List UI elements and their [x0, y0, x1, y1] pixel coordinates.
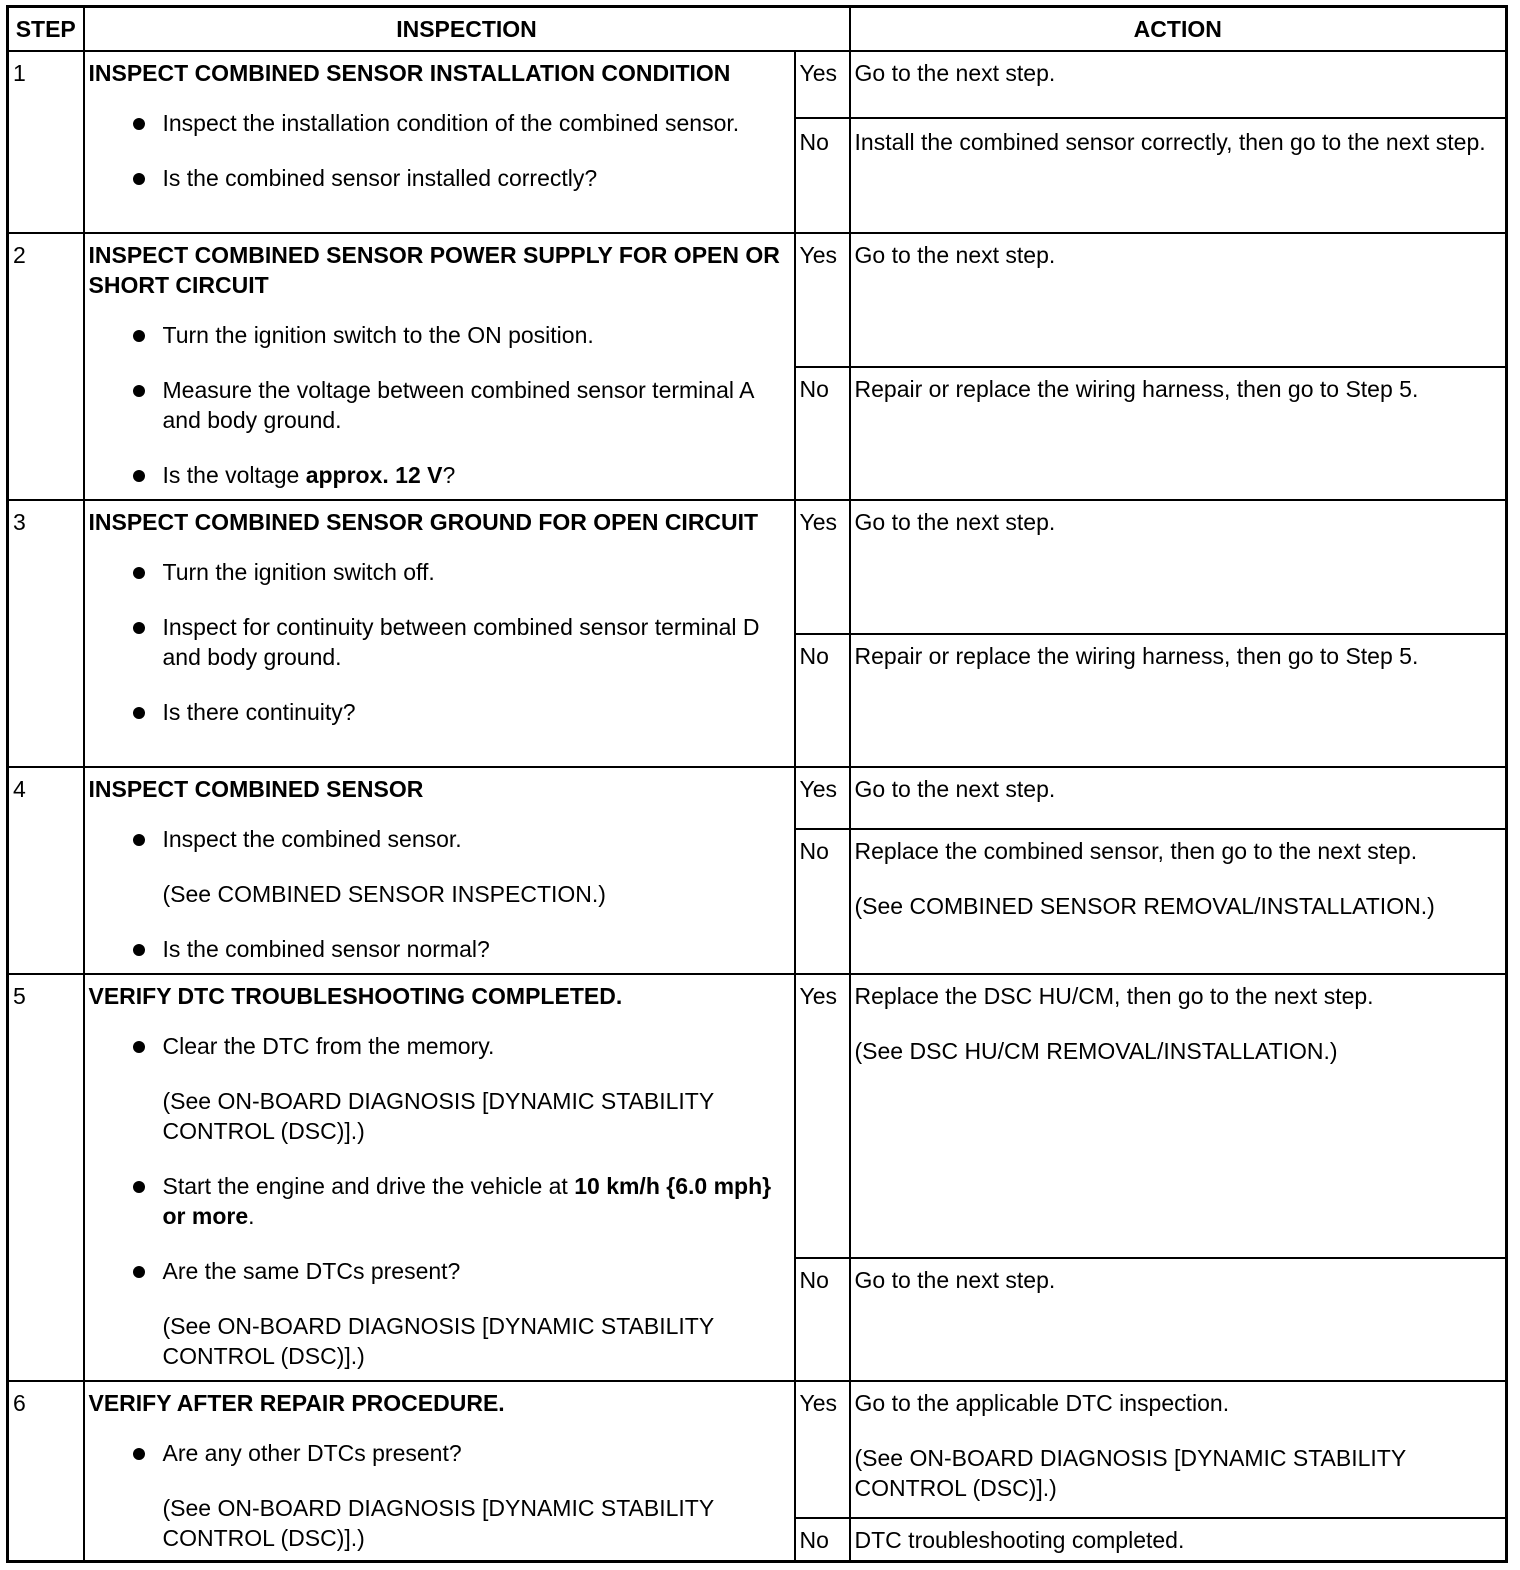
header-row — [8, 7, 1507, 52]
bullet-icon — [133, 470, 145, 482]
yes-label: Yes — [795, 1381, 850, 1518]
no-label: No — [795, 1518, 850, 1561]
yes-label: Yes — [795, 974, 850, 1258]
no-action: Replace the combined sensor, then go to the next step. — [854, 838, 1418, 864]
bullet-icon — [133, 707, 145, 719]
bullet-item: Inspect the combined sensor. — [89, 824, 790, 854]
no-action-cell — [850, 829, 1507, 974]
step-number: 3 — [8, 500, 84, 767]
bullet-item: Turn the ignition switch to the ON position. — [89, 320, 790, 350]
header-inspection: INSPECTION — [84, 7, 850, 52]
step-number: 6 — [8, 1381, 84, 1561]
step-5-yes-row — [8, 974, 1507, 1258]
bullet-icon — [133, 834, 145, 846]
step-title: INSPECT COMBINED SENSOR INSTALLATION CONDITION — [88, 60, 731, 86]
reference-text: (See ON-BOARD DIAGNOSIS [DYNAMIC STABILITY CONTROL (DSC)].) — [162, 1313, 714, 1369]
inspection-cell — [84, 767, 795, 974]
inspection-cell — [84, 974, 795, 1381]
bullet-item: Measure the voltage between combined sensor terminal A and body ground. — [89, 375, 790, 435]
bullet-item: Is the combined sensor normal? — [89, 934, 790, 964]
no-action: Repair or replace the wiring harness, then go to Step 5. — [850, 634, 1507, 767]
no-action: Go to the next step. — [850, 1258, 1507, 1381]
yes-action: Go to the next step. — [850, 233, 1507, 367]
bullet-item: Are the same DTCs present? — [89, 1256, 790, 1286]
no-label: No — [795, 829, 850, 974]
step-number: 4 — [8, 767, 84, 974]
step-4-yes-row — [8, 767, 1507, 829]
bullet-icon — [133, 1266, 145, 1278]
bullet-item: Start the engine and drive the vehicle at 10 km/h {6.0 mph} or more. — [89, 1171, 790, 1231]
diagnostic-table — [6, 5, 1508, 1563]
bullet-icon — [133, 173, 145, 185]
bullet-icon — [133, 385, 145, 397]
yes-label: Yes — [795, 500, 850, 634]
no-label: No — [795, 118, 850, 233]
yes-action: Replace the DSC HU/CM, then go to the next step. — [854, 983, 1374, 1009]
step-number: 2 — [8, 233, 84, 500]
step-title: VERIFY AFTER REPAIR PROCEDURE. — [88, 1390, 505, 1416]
bullet-item: Are any other DTCs present? — [89, 1438, 790, 1468]
reference-text: (See COMBINED SENSOR REMOVAL/INSTALLATION.) — [854, 893, 1435, 919]
bullet-icon — [133, 944, 145, 956]
inspection-cell — [84, 233, 795, 500]
bullet-icon — [133, 330, 145, 342]
bullet-icon — [133, 118, 145, 130]
bullet-icon — [133, 567, 145, 579]
yes-action: Go to the next step. — [850, 51, 1507, 118]
yes-action: Go to the next step. — [850, 767, 1507, 829]
no-label: No — [795, 1258, 850, 1381]
reference-text: (See COMBINED SENSOR INSPECTION.) — [162, 881, 606, 907]
bullet-item: Is the voltage approx. 12 V? — [89, 460, 790, 490]
bullet-item: Is there continuity? — [89, 697, 790, 727]
no-action: DTC troubleshooting completed. — [850, 1518, 1507, 1561]
no-label: No — [795, 634, 850, 767]
bullet-icon — [133, 1041, 145, 1053]
reference-text: (See DSC HU/CM REMOVAL/INSTALLATION.) — [854, 1038, 1338, 1064]
step-number: 1 — [8, 51, 84, 233]
yes-action: Go to the applicable DTC inspection. — [854, 1390, 1230, 1416]
bullet-icon — [133, 622, 145, 634]
step-6-yes-row — [8, 1381, 1507, 1518]
inspection-cell — [84, 51, 795, 233]
reference-text: (See ON-BOARD DIAGNOSIS [DYNAMIC STABILITY CONTROL (DSC)].) — [162, 1088, 714, 1144]
step-number: 5 — [8, 974, 84, 1381]
reference-text: (See ON-BOARD DIAGNOSIS [DYNAMIC STABILITY CONTROL (DSC)].) — [162, 1495, 714, 1551]
no-action: Repair or replace the wiring harness, then go to Step 5. — [850, 367, 1507, 500]
inspection-cell — [84, 500, 795, 767]
inspection-cell — [84, 1381, 795, 1561]
bullet-item: Clear the DTC from the memory. — [89, 1031, 790, 1061]
reference-text: (See ON-BOARD DIAGNOSIS [DYNAMIC STABILITY CONTROL (DSC)].) — [854, 1445, 1406, 1501]
no-action: Install the combined sensor correctly, then go to the next step. — [850, 118, 1507, 233]
no-label: No — [795, 367, 850, 500]
step-title: INSPECT COMBINED SENSOR GROUND FOR OPEN CIRCUIT — [88, 509, 759, 535]
step-title: VERIFY DTC TROUBLESHOOTING COMPLETED. — [88, 983, 623, 1009]
yes-action-cell — [850, 974, 1507, 1258]
bullet-icon — [133, 1181, 145, 1193]
step-3-yes-row — [8, 500, 1507, 634]
header-action: ACTION — [850, 7, 1507, 52]
diagnostic-procedure — [6, 5, 1508, 1563]
step-title: INSPECT COMBINED SENSOR POWER SUPPLY FOR OPEN OR SHORT CIRCUIT — [88, 242, 780, 298]
bullet-icon — [133, 1448, 145, 1460]
bullet-item: Inspect for continuity between combined sensor terminal D and body ground. — [89, 612, 790, 672]
step-2-yes-row — [8, 233, 1507, 367]
bullet-item: Inspect the installation condition of the combined sensor. — [89, 108, 790, 138]
yes-action: Go to the next step. — [850, 500, 1507, 634]
yes-label: Yes — [795, 233, 850, 367]
bullet-item: Is the combined sensor installed correctly? — [89, 163, 790, 193]
yes-action-cell — [850, 1381, 1507, 1518]
step-1-yes-row — [8, 51, 1507, 118]
bullet-item: Turn the ignition switch off. — [89, 557, 790, 587]
header-step: STEP — [8, 7, 84, 52]
yes-label: Yes — [795, 51, 850, 118]
step-title: INSPECT COMBINED SENSOR — [88, 776, 424, 802]
yes-label: Yes — [795, 767, 850, 829]
